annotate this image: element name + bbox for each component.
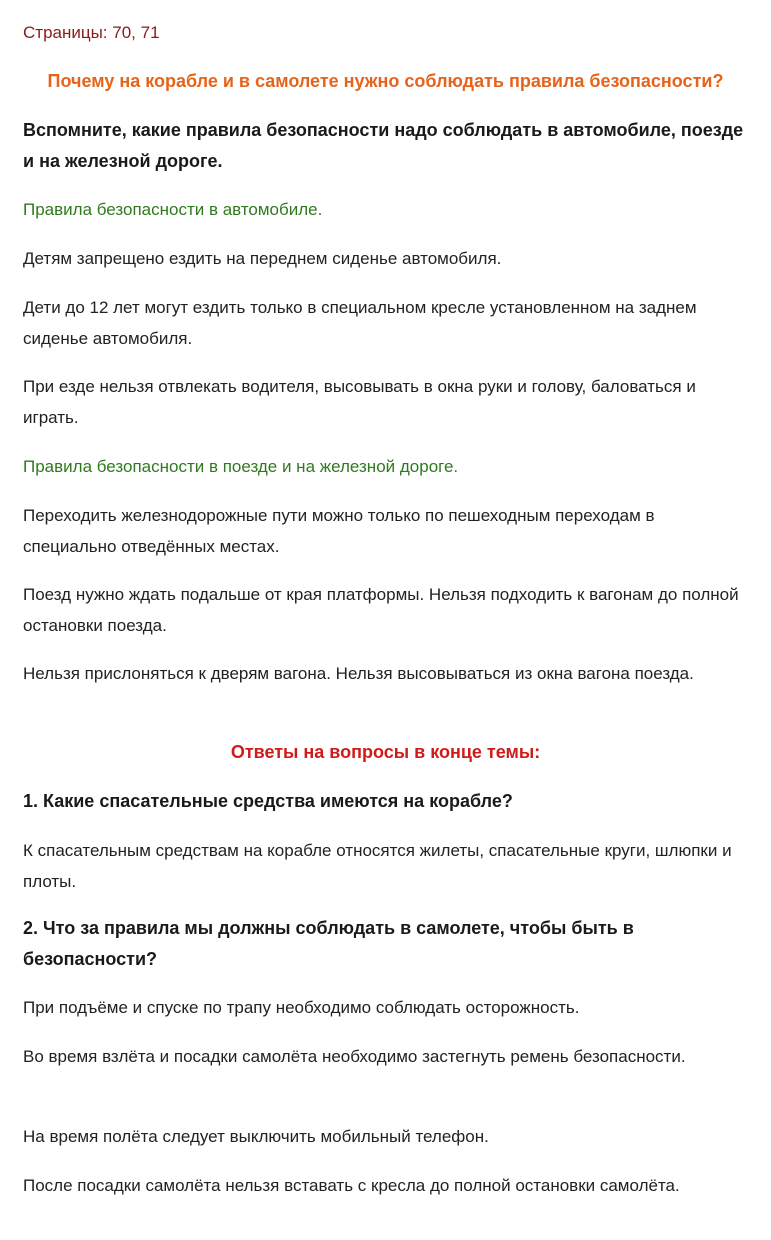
car-rule: Дети до 12 лет могут ездить только в специальном кресле установленном на заднем сиденье автомобиля. (23, 298, 697, 348)
page-title: Почему на корабле и в самолете нужно соблюдать правила безопасности? (47, 71, 724, 91)
answers-heading: Ответы на вопросы в конце темы: (230, 742, 541, 762)
question-2: 2. Что за правила мы должны соблюдать в самолете, чтобы быть в безопасности? (23, 918, 634, 969)
answer-1: К спасательным средствам на корабле относятся жилеты, спасательные круги, шлюпки и плоты. (23, 841, 732, 891)
car-rule: При езде нельзя отвлекать водителя, высовывать в окна руки и голову, баловаться и играть. (23, 377, 696, 427)
intro-question: Вспомните, какие правила безопасности надо соблюдать в автомобиле, поезде и на железной дороге. (23, 120, 744, 171)
answer-2-item: На время полёта следует выключить мобильный телефон. (23, 1127, 489, 1146)
train-rule: Переходить железнодорожные пути можно только по пешеходным переходам в специально отведённых местах. (23, 506, 655, 556)
train-rules-heading: Правила безопасности в поезде и на железной дороге. (23, 457, 459, 476)
answer-2-item: Во время взлёта и посадки самолёта необходимо застегнуть ремень безопасности. (23, 1047, 686, 1066)
answer-2-item: После посадки самолёта нельзя вставать с кресла до полной остановки самолёта. (23, 1176, 680, 1195)
car-rules-heading: Правила безопасности в автомобиле. (23, 200, 323, 219)
pages-label: Страницы: 70, 71 (23, 23, 160, 42)
question-1: 1. Какие спасательные средства имеются на корабле? (23, 791, 513, 811)
car-rule: Детям запрещено ездить на переднем сиденье автомобиля. (23, 249, 502, 268)
answer-2-item: При подъёме и спуске по трапу необходимо соблюдать осторожность. (23, 998, 580, 1017)
train-rule: Нельзя прислоняться к дверям вагона. Нельзя высовываться из окна вагона поезда. (23, 664, 694, 683)
train-rule: Поезд нужно ждать подальше от края платформы. Нельзя подходить к вагонам до полной остановки поезда. (23, 585, 739, 635)
